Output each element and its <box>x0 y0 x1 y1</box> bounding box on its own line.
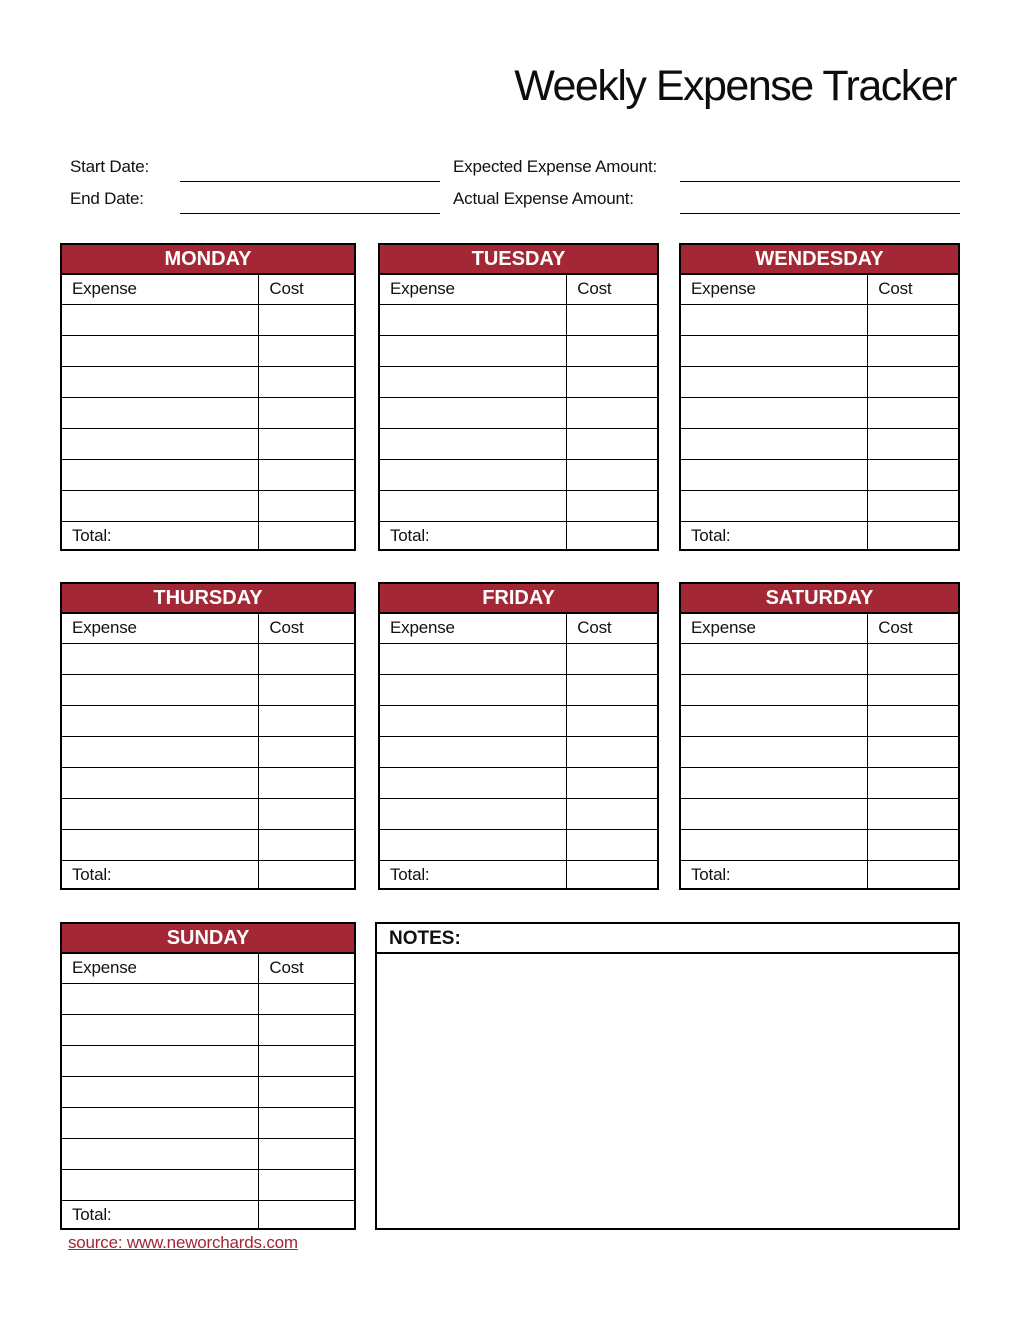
expense-cell <box>62 305 259 335</box>
actual-expense-label: Actual Expense Amount: <box>453 189 634 208</box>
expense-row <box>681 644 958 675</box>
expense-row <box>681 768 958 799</box>
cost-cell <box>259 737 354 767</box>
expense-row <box>62 1046 354 1077</box>
expected-expense-label: Expected Expense Amount: <box>453 157 658 176</box>
cost-cell <box>567 367 657 397</box>
day-table-tuesday <box>378 243 659 551</box>
column-header-row <box>681 275 958 305</box>
actual-expense-line <box>680 190 960 214</box>
day-table-title: TUESDAY <box>380 245 657 275</box>
cost-cell <box>868 675 958 705</box>
cost-cell <box>868 491 958 521</box>
expense-column-header: Expense <box>681 275 868 304</box>
total-label: Total: <box>62 1201 259 1228</box>
cost-cell <box>868 644 958 674</box>
expense-column-header: Expense <box>62 954 259 983</box>
expense-column-header: Expense <box>380 275 567 304</box>
source-link[interactable]: source: www.neworchards.com <box>68 1233 298 1252</box>
cost-cell <box>567 305 657 335</box>
cost-cell <box>868 768 958 798</box>
cost-cell <box>868 398 958 428</box>
expense-cell <box>62 706 259 736</box>
cost-cell <box>868 460 958 490</box>
expense-row <box>62 830 354 861</box>
expense-cell <box>62 984 259 1014</box>
total-label: Total: <box>62 522 259 549</box>
total-cost-cell <box>868 522 958 549</box>
day-table-saturday <box>679 582 960 890</box>
expense-row <box>380 706 657 737</box>
expected-expense-line <box>680 158 960 182</box>
cost-cell <box>868 799 958 829</box>
cost-cell <box>567 429 657 459</box>
expense-row <box>62 460 354 491</box>
cost-cell <box>259 1015 354 1045</box>
cost-cell <box>259 984 354 1014</box>
total-row <box>62 522 354 549</box>
cost-column-header: Cost <box>577 279 612 298</box>
expense-row <box>62 675 354 706</box>
day-table-title: MONDAY <box>62 245 354 275</box>
cost-cell <box>868 336 958 366</box>
expense-cell <box>62 768 259 798</box>
expense-column-header: Expense <box>62 275 259 304</box>
cost-cell <box>259 367 354 397</box>
day-table-friday <box>378 582 659 890</box>
expense-cell <box>380 799 567 829</box>
expense-row <box>380 429 657 460</box>
expense-row <box>62 305 354 336</box>
expense-row <box>62 336 354 367</box>
cost-cell <box>259 429 354 459</box>
expense-row <box>62 1108 354 1139</box>
expense-cell <box>681 737 868 767</box>
notes-label: NOTES: <box>377 924 958 954</box>
column-header-row <box>62 275 354 305</box>
cost-column-header: Cost <box>269 279 304 298</box>
expense-row <box>681 491 958 522</box>
total-cost-cell <box>259 1201 354 1228</box>
expense-row <box>380 675 657 706</box>
expense-row <box>380 336 657 367</box>
day-table-title: THURSDAY <box>62 584 354 614</box>
cost-cell <box>567 768 657 798</box>
cost-cell <box>259 1139 354 1169</box>
day-table-title: SATURDAY <box>681 584 958 614</box>
expense-cell <box>380 429 567 459</box>
expense-row <box>62 984 354 1015</box>
cost-cell <box>868 706 958 736</box>
expense-row <box>380 799 657 830</box>
expense-row <box>681 429 958 460</box>
expense-cell <box>380 830 567 860</box>
total-row <box>380 522 657 549</box>
cost-column-header: Cost <box>878 618 913 637</box>
cost-cell <box>259 1108 354 1138</box>
expense-cell <box>62 1108 259 1138</box>
column-header-row <box>62 614 354 644</box>
cost-cell <box>567 398 657 428</box>
expense-row <box>380 398 657 429</box>
expense-cell <box>62 398 259 428</box>
notes-box <box>375 922 960 1230</box>
total-label: Total: <box>380 522 567 549</box>
cost-cell <box>567 737 657 767</box>
start-date-label: Start Date: <box>70 157 150 176</box>
expense-cell <box>62 830 259 860</box>
expense-row <box>62 367 354 398</box>
cost-column-header: Cost <box>269 958 304 977</box>
notes-content <box>377 954 958 966</box>
expense-cell <box>380 460 567 490</box>
cost-cell <box>868 737 958 767</box>
expense-cell <box>681 675 868 705</box>
cost-cell <box>567 799 657 829</box>
expense-cell <box>62 675 259 705</box>
expense-cell <box>62 367 259 397</box>
expense-column-header: Expense <box>681 614 868 643</box>
expense-row <box>380 768 657 799</box>
expense-cell <box>62 1015 259 1045</box>
expense-row <box>62 398 354 429</box>
total-row <box>380 861 657 888</box>
total-label: Total: <box>380 861 567 888</box>
expense-column-header: Expense <box>380 614 567 643</box>
cost-cell <box>259 460 354 490</box>
expense-row <box>380 644 657 675</box>
total-label: Total: <box>62 861 259 888</box>
cost-cell <box>868 429 958 459</box>
expense-row <box>62 1139 354 1170</box>
day-table-title: FRIDAY <box>380 584 657 614</box>
cost-cell <box>567 460 657 490</box>
total-row <box>681 861 958 888</box>
expense-row <box>681 305 958 336</box>
column-header-row <box>380 275 657 305</box>
expense-cell <box>380 706 567 736</box>
expense-row <box>380 367 657 398</box>
cost-cell <box>567 706 657 736</box>
expense-column-header: Expense <box>62 614 259 643</box>
total-cost-cell <box>259 522 354 549</box>
expense-row <box>62 768 354 799</box>
expense-row <box>62 799 354 830</box>
expense-cell <box>62 1077 259 1107</box>
expense-cell <box>681 336 868 366</box>
total-label: Total: <box>681 861 868 888</box>
cost-cell <box>567 491 657 521</box>
expense-cell <box>681 491 868 521</box>
cost-cell <box>259 1170 354 1200</box>
expense-cell <box>62 429 259 459</box>
expense-cell <box>62 460 259 490</box>
cost-cell <box>259 768 354 798</box>
cost-cell <box>259 491 354 521</box>
expense-cell <box>380 768 567 798</box>
expense-cell <box>62 737 259 767</box>
total-row <box>62 1201 354 1228</box>
expense-row <box>62 706 354 737</box>
day-table-wednesday <box>679 243 960 551</box>
expense-cell <box>681 830 868 860</box>
expense-cell <box>681 429 868 459</box>
column-header-row <box>380 614 657 644</box>
expense-cell <box>681 460 868 490</box>
expense-cell <box>681 799 868 829</box>
cost-cell <box>259 830 354 860</box>
cost-column-header: Cost <box>878 279 913 298</box>
column-header-row <box>62 954 354 984</box>
day-table-title: WENDESDAY <box>681 245 958 275</box>
expense-cell <box>380 336 567 366</box>
cost-cell <box>259 398 354 428</box>
page-title: Weekly Expense Tracker <box>514 62 956 110</box>
expense-cell <box>380 491 567 521</box>
expense-row <box>62 1015 354 1046</box>
end-date-label: End Date: <box>70 189 144 208</box>
expense-cell <box>681 367 868 397</box>
total-cost-cell <box>259 861 354 888</box>
expense-row <box>62 491 354 522</box>
expense-cell <box>380 367 567 397</box>
expense-cell <box>681 305 868 335</box>
expense-row <box>62 1077 354 1108</box>
expense-row <box>380 830 657 861</box>
expense-cell <box>62 644 259 674</box>
cost-cell <box>259 1077 354 1107</box>
expense-cell <box>62 1046 259 1076</box>
expense-row <box>681 367 958 398</box>
expense-row <box>62 644 354 675</box>
expense-row <box>681 336 958 367</box>
cost-cell <box>259 799 354 829</box>
expense-cell <box>62 491 259 521</box>
cost-cell <box>259 305 354 335</box>
expense-row <box>681 675 958 706</box>
cost-cell <box>259 675 354 705</box>
expense-row <box>681 737 958 768</box>
cost-cell <box>868 305 958 335</box>
cost-column-header: Cost <box>577 618 612 637</box>
total-row <box>681 522 958 549</box>
total-label: Total: <box>681 522 868 549</box>
cost-cell <box>259 1046 354 1076</box>
expense-cell <box>380 675 567 705</box>
expense-cell <box>380 305 567 335</box>
expense-row <box>380 305 657 336</box>
expense-cell <box>380 644 567 674</box>
expense-cell <box>62 1170 259 1200</box>
cost-cell <box>567 675 657 705</box>
expense-row <box>62 429 354 460</box>
expense-row <box>380 737 657 768</box>
cost-cell <box>868 367 958 397</box>
cost-cell <box>567 336 657 366</box>
cost-cell <box>567 830 657 860</box>
expense-cell <box>681 706 868 736</box>
expense-row <box>681 460 958 491</box>
expense-row <box>681 830 958 861</box>
expense-cell <box>380 398 567 428</box>
day-table-title: SUNDAY <box>62 924 354 954</box>
total-cost-cell <box>567 861 657 888</box>
expense-row <box>380 491 657 522</box>
expense-cell <box>62 799 259 829</box>
cost-cell <box>868 830 958 860</box>
expense-cell <box>681 768 868 798</box>
expense-cell <box>681 398 868 428</box>
total-cost-cell <box>868 861 958 888</box>
column-header-row <box>681 614 958 644</box>
cost-column-header: Cost <box>269 618 304 637</box>
cost-cell <box>259 644 354 674</box>
cost-cell <box>259 706 354 736</box>
cost-cell <box>259 336 354 366</box>
day-table-monday <box>60 243 356 551</box>
expense-cell <box>62 336 259 366</box>
expense-cell <box>62 1139 259 1169</box>
expense-cell <box>681 644 868 674</box>
start-date-line <box>180 158 440 182</box>
day-table-thursday <box>60 582 356 890</box>
total-row <box>62 861 354 888</box>
expense-row <box>681 398 958 429</box>
expense-row <box>62 737 354 768</box>
end-date-line <box>180 190 440 214</box>
cost-cell <box>567 644 657 674</box>
expense-row <box>380 460 657 491</box>
expense-row <box>681 706 958 737</box>
expense-cell <box>380 737 567 767</box>
expense-row <box>681 799 958 830</box>
day-table-sunday <box>60 922 356 1230</box>
expense-row <box>62 1170 354 1201</box>
total-cost-cell <box>567 522 657 549</box>
